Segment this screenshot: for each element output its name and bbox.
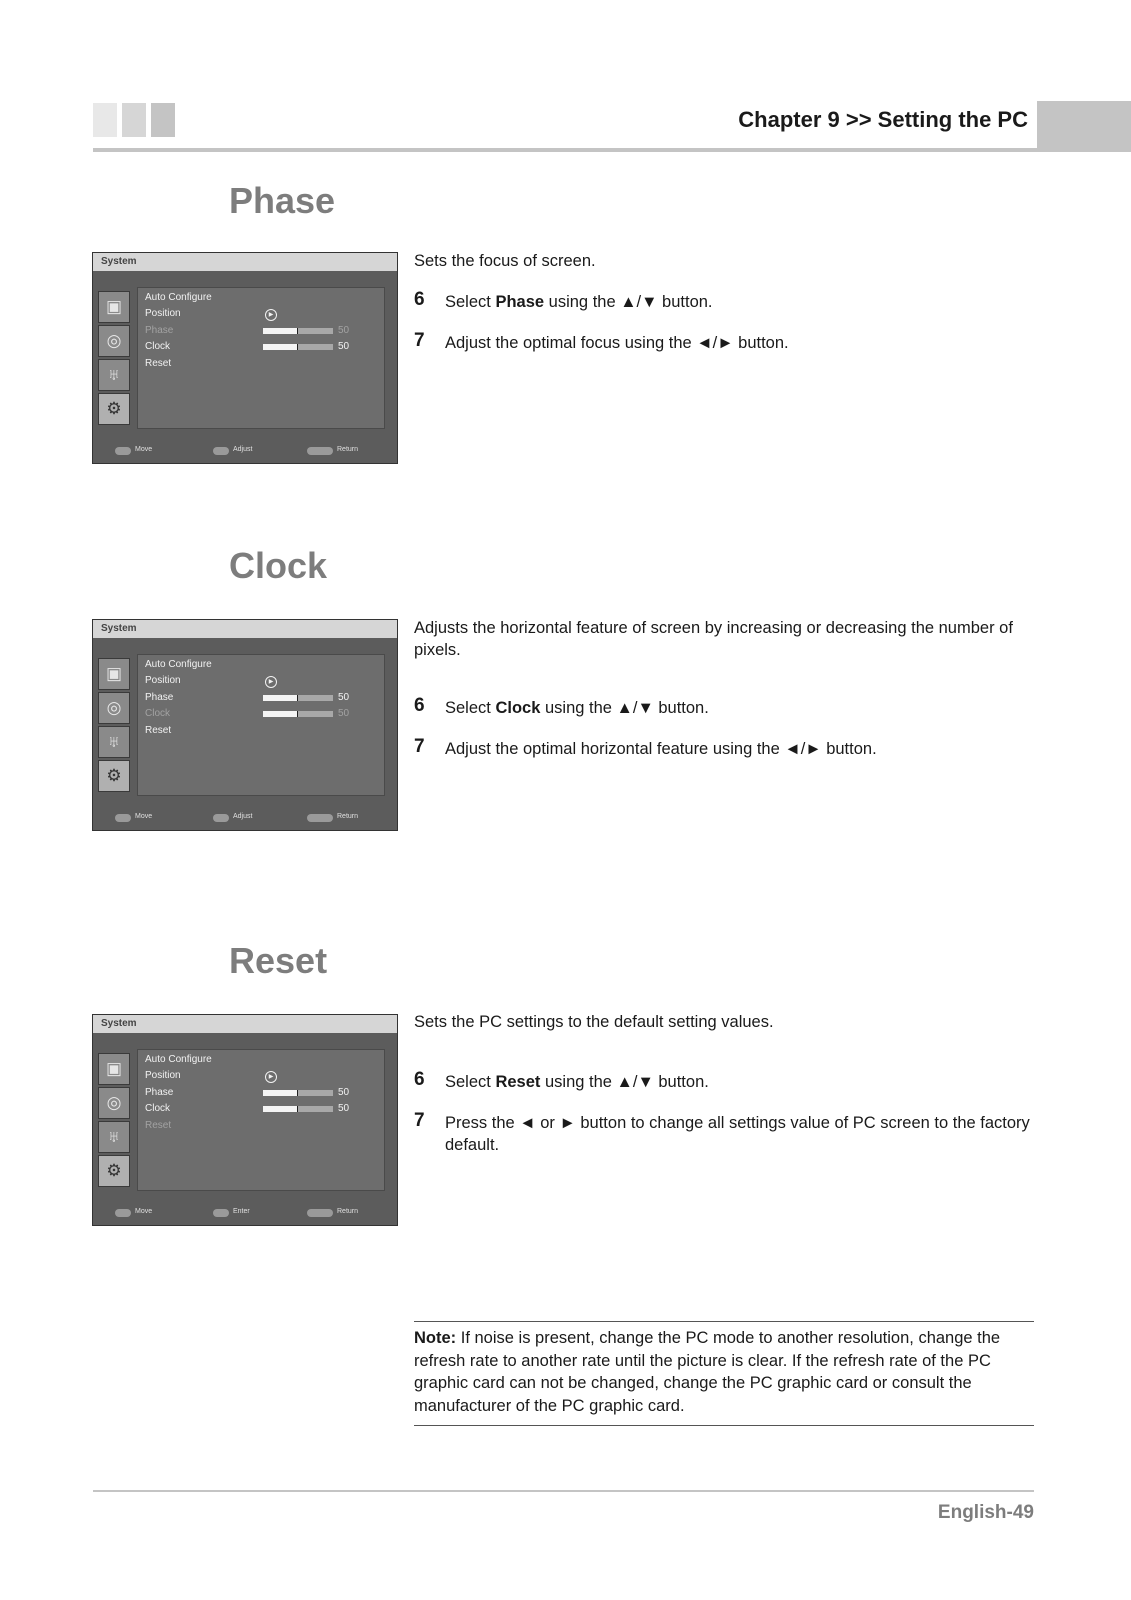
step-number: 6 [414, 1069, 425, 1090]
osd-item-position[interactable]: Position [145, 1070, 181, 1081]
footer-move-label: Move [135, 446, 153, 453]
section-title-phase: Phase [229, 180, 336, 221]
step-number: 7 [414, 736, 425, 757]
step-text: Select Clock using the ▲/▼ button. [445, 699, 709, 717]
osd-menu-reset [92, 1014, 398, 1226]
footer-action-label: Adjust [233, 813, 253, 820]
setup-icon: ⚙ [98, 760, 130, 792]
step-text: Press the ◄ or ► button to change all settings value of PC screen to the factory default. [445, 1114, 1030, 1154]
setup-icon: ⚙ [98, 393, 130, 425]
page-number: English-49 [937, 1502, 1034, 1523]
clock-slider[interactable] [263, 1106, 333, 1112]
setup-icon: ⚙ [98, 1155, 130, 1187]
osd-item-phase[interactable]: Phase [145, 692, 174, 703]
note [414, 1327, 1034, 1417]
osd-item-reset[interactable]: Reset [145, 1120, 172, 1131]
phase-value: 50 [338, 692, 350, 703]
header-square-1 [93, 103, 117, 137]
osd-item-auto-configure[interactable]: Auto Configure [145, 1054, 212, 1065]
osd-item-reset[interactable]: Reset [145, 725, 172, 736]
osd-menu-phase [92, 252, 398, 464]
section-title-clock: Clock [229, 545, 328, 586]
sound-icon: ◎ [98, 692, 130, 724]
clock-slider[interactable] [263, 344, 333, 350]
osd-footer [93, 441, 397, 463]
footer-return-label: Return [337, 1208, 359, 1215]
step-text: Select Reset using the ▲/▼ button. [445, 1073, 709, 1091]
picture-icon: ▣ [98, 291, 130, 323]
clock-value: 50 [338, 1103, 350, 1114]
header-tab [1037, 101, 1131, 152]
osd-footer [93, 808, 397, 830]
footer-return-label: Return [337, 446, 359, 453]
section-description: Sets the focus of screen. [414, 252, 596, 270]
osd-item-position[interactable]: Position [145, 675, 181, 686]
osd-footer [93, 1203, 397, 1225]
menu-key-icon [307, 1209, 333, 1217]
osd-title: System [93, 620, 397, 638]
footer-return-label: Return [337, 813, 359, 820]
move-key-icon [115, 447, 131, 455]
note-bottom-rule [414, 1425, 1034, 1426]
osd-title: System [93, 1015, 397, 1033]
channel-icon: ♅ [98, 359, 130, 391]
osd-item-auto-configure[interactable]: Auto Configure [145, 292, 212, 303]
section-description: Sets the PC settings to the default setting values. [414, 1013, 774, 1031]
channel-icon: ♅ [98, 1121, 130, 1153]
step-number: 7 [414, 330, 425, 351]
osd-item-reset[interactable]: Reset [145, 358, 172, 369]
enter-key-icon [213, 1209, 229, 1217]
phase-value: 50 [338, 1087, 350, 1098]
footer-move-label: Move [135, 813, 153, 820]
play-arrow-icon: ▶ [265, 1071, 277, 1083]
step-number: 7 [414, 1110, 425, 1131]
phase-value: 50 [338, 325, 350, 336]
phase-slider[interactable] [263, 1090, 333, 1096]
header-square-2 [122, 103, 146, 137]
note-top-rule [414, 1321, 1034, 1322]
move-key-icon [115, 1209, 131, 1217]
note-text: If noise is present, change the PC mode to another resolution, change the refresh rate to another rate until the picture is clear. If the refresh rate of the PC graphic card can not be changed, change the PC graphic card or consult the manufacturer of the PC graphic card. [414, 1329, 1001, 1415]
osd-item-clock[interactable]: Clock [145, 708, 171, 719]
clock-value: 50 [338, 708, 350, 719]
picture-icon: ▣ [98, 658, 130, 690]
osd-item-clock[interactable]: Clock [145, 1103, 171, 1114]
step-number: 6 [414, 695, 425, 716]
step-text: Adjust the optimal focus using the ◄/► button. [445, 334, 789, 352]
menu-key-icon [307, 447, 333, 455]
footer-action-label: Enter [233, 1208, 250, 1215]
move-key-icon [115, 814, 131, 822]
menu-key-icon [307, 814, 333, 822]
picture-icon: ▣ [98, 1053, 130, 1085]
clock-slider[interactable] [263, 711, 333, 717]
sound-icon: ◎ [98, 1087, 130, 1119]
step-text: Select Phase using the ▲/▼ button. [445, 293, 713, 311]
chapter-title: Chapter 9 >> Setting the PC [738, 107, 1028, 132]
osd-item-phase[interactable]: Phase [145, 1087, 174, 1098]
adjust-key-icon [213, 447, 229, 455]
section-title-reset: Reset [229, 940, 328, 981]
channel-icon: ♅ [98, 726, 130, 758]
osd-item-auto-configure[interactable]: Auto Configure [145, 659, 212, 670]
section-description: Adjusts the horizontal feature of screen by increasing or decreasing the number of pixels. [414, 619, 1013, 659]
footer-action-label: Adjust [233, 446, 253, 453]
phase-slider[interactable] [263, 328, 333, 334]
sound-icon: ◎ [98, 325, 130, 357]
footer-move-label: Move [135, 1208, 153, 1215]
phase-slider[interactable] [263, 695, 333, 701]
footer-rule [93, 1490, 1034, 1492]
osd-menu-clock [92, 619, 398, 831]
header-rule [93, 148, 1131, 152]
osd-item-phase[interactable]: Phase [145, 325, 174, 336]
osd-item-position[interactable]: Position [145, 308, 181, 319]
play-arrow-icon: ▶ [265, 676, 277, 688]
clock-value: 50 [338, 341, 350, 352]
step-text: Adjust the optimal horizontal feature using the ◄/► button. [445, 740, 877, 758]
osd-item-clock[interactable]: Clock [145, 341, 171, 352]
adjust-key-icon [213, 814, 229, 822]
header-square-3 [151, 103, 175, 137]
play-arrow-icon: ▶ [265, 309, 277, 321]
note-label: Note: [414, 1329, 457, 1347]
step-number: 6 [414, 289, 425, 310]
osd-title: System [93, 253, 397, 271]
